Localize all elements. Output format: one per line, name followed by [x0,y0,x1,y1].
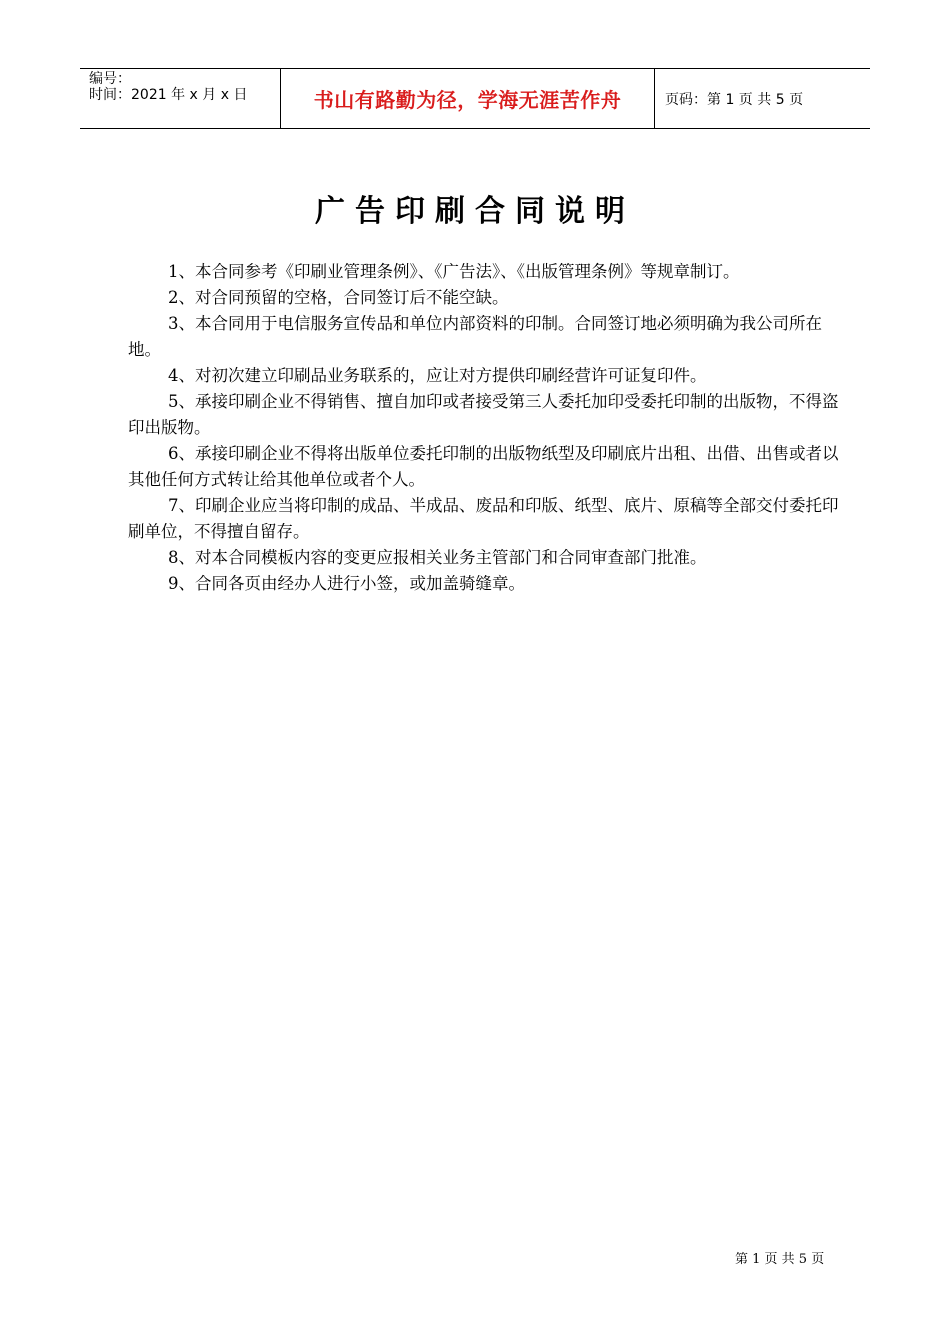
document-title: 广告印刷合同说明 [315,194,635,229]
paragraph-1: 1、本合同参考《印刷业管理条例》、《广告法》、《出版管理条例》等规章制订。 [168,262,740,281]
footer-page-number: 第 1 页 共 5 页 [735,1252,825,1267]
document-code-label: 编号： [89,71,131,87]
paragraph-8: 8、对本合同模板内容的变更应报相关业务主管部门和合同审查部门批准。 [168,548,707,567]
paragraph-3: 3、本合同用于电信服务宣传品和单位内部资料的印制。合同签订地必须明确为我公司所在地。 [128,314,822,359]
header-motto-cell [281,69,655,128]
document-date-label: 时间：2021 年 x 月 x 日 [89,87,248,103]
paragraph-6: 6、承接印刷企业不得将出版单位委托印制的出版物纸型及印刷底片出租、出借、出售或者以其他任何方式转让给其他单位或者个人。 [128,444,839,489]
paragraph-9: 9、合同各页由经办人进行小签，或加盖骑缝章。 [168,574,525,593]
header-page-cell [655,69,870,128]
page-header [80,68,870,129]
header-page-info: 页码：第 1 页 共 5 页 [665,91,804,108]
paragraph-5: 5、承接印刷企业不得销售、擅自加印或者接受第三人委托加印受委托印制的出版物，不得盗印出版物。 [128,392,839,437]
document-body [128,259,840,597]
paragraph-4: 4、对初次建立印刷品业务联系的，应让对方提供印刷经营许可证复印件。 [168,366,707,385]
header-motto: 书山有路勤为径，学海无涯苦作舟 [313,88,622,112]
header-meta-cell [80,69,281,128]
paragraph-7: 7、印刷企业应当将印制的成品、半成品、废品和印版、纸型、底片、原稿等全部交付委托印刷单位，不得擅自留存。 [128,496,839,541]
paragraph-2: 2、对合同预留的空格，合同签订后不能空缺。 [168,288,509,307]
